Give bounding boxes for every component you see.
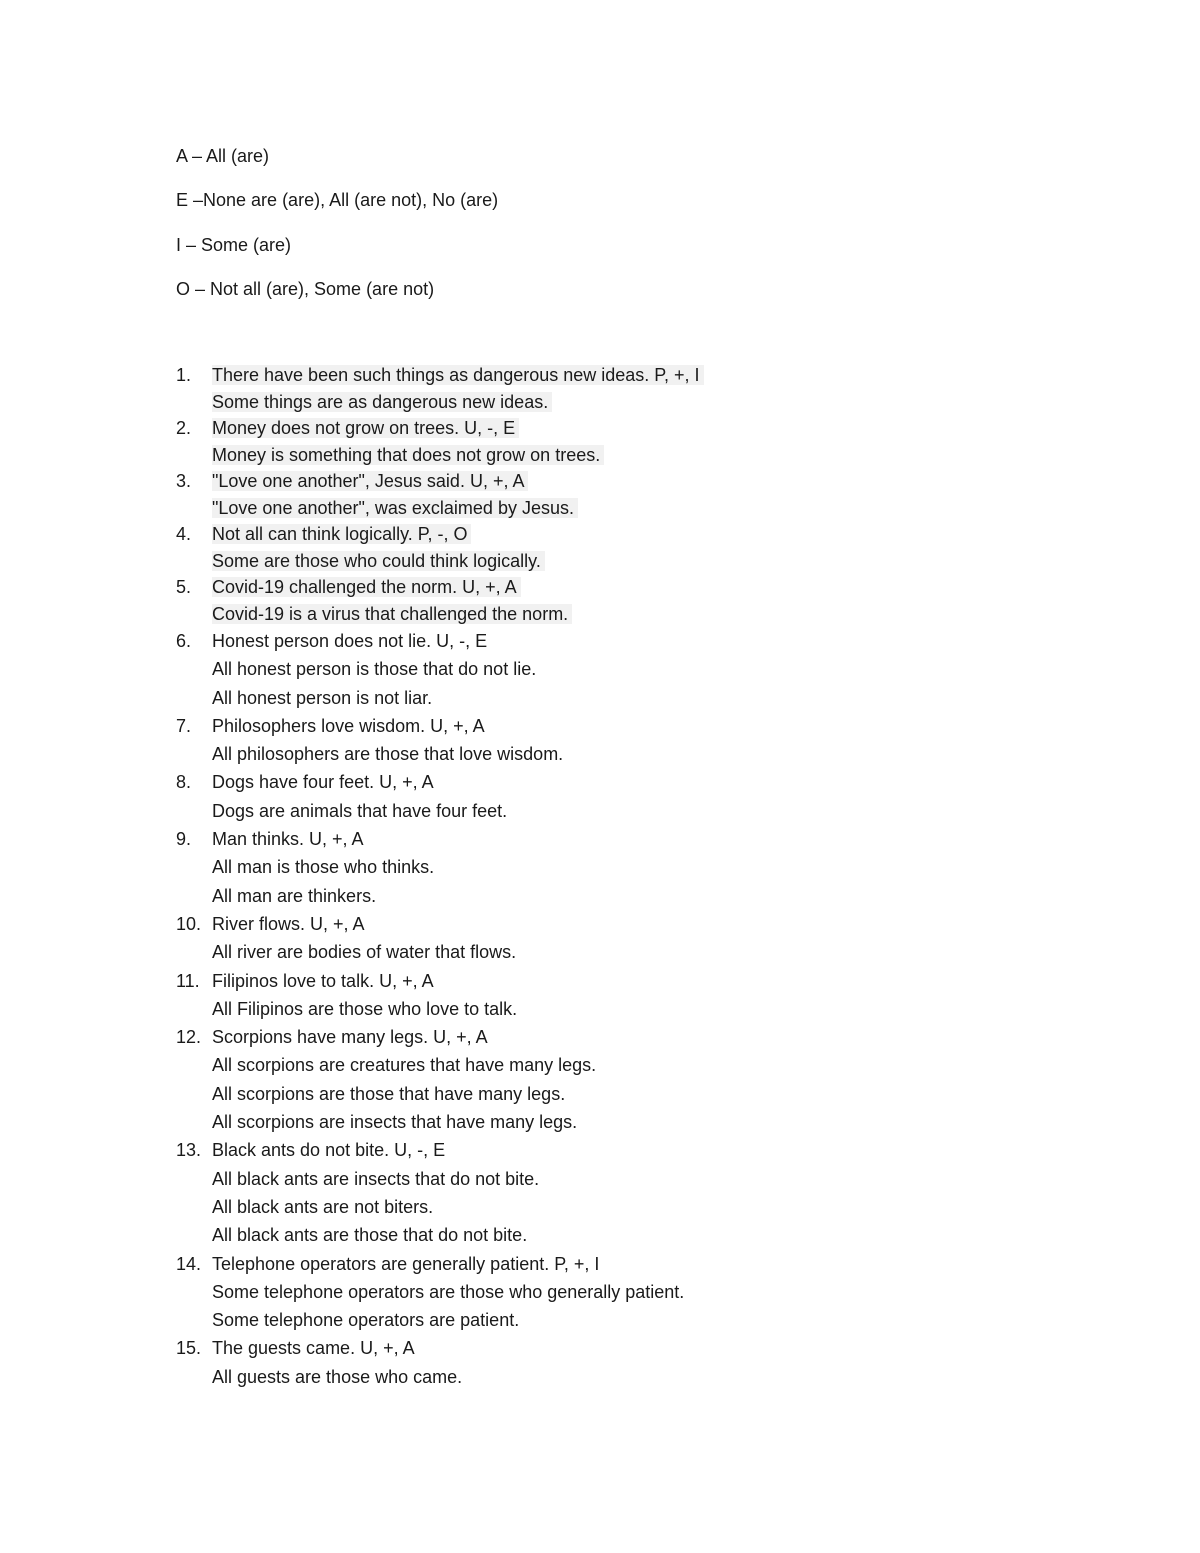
legend-i: I – Some (are) (176, 234, 292, 255)
item-statement: Philosophers love wisdom. U, +, A (212, 715, 485, 736)
item-answer: All river are bodies of water that flows. (212, 942, 517, 963)
item-answer: "Love one another", was exclaimed by Jesus. (212, 498, 578, 518)
legend-o: O – Not all (are), Some (are not) (176, 278, 435, 299)
item-statement: There have been such things as dangerous new ideas. P, +, I (212, 365, 704, 385)
item-statement: Not all can think logically. P, -, O (212, 524, 471, 544)
list-item-12 (176, 1023, 876, 1136)
item-statement: Covid-19 challenged the norm. U, +, A (212, 577, 521, 597)
list-item-3 (176, 468, 876, 521)
item-answer: Some telephone operators are those who generally patient. (212, 1281, 685, 1302)
item-answer: Some are those who could think logically. (212, 551, 545, 571)
item-statement: Man thinks. U, +, A (212, 829, 364, 850)
item-statement: Telephone operators are generally patient. P, +, I (212, 1253, 600, 1274)
item-number: 8. (176, 772, 192, 793)
item-number: 10. (176, 913, 202, 934)
item-answer: Dogs are animals that have four feet. (212, 800, 508, 821)
item-number: 15. (176, 1338, 202, 1359)
item-statement: Black ants do not bite. U, -, E (212, 1140, 446, 1161)
item-statement: The guests came. U, +, A (212, 1338, 415, 1359)
item-answer: All scorpions are creatures that have many legs. (212, 1055, 597, 1076)
item-answer: All philosophers are those that love wisdom. (212, 744, 564, 765)
item-number: 1. (176, 365, 192, 385)
list-item-13 (176, 1136, 876, 1249)
item-number: 6. (176, 631, 192, 651)
item-number: 12. (176, 1027, 202, 1048)
list-item-14 (176, 1250, 876, 1335)
legend-a: A – All (are) (176, 146, 270, 166)
list-item-8 (176, 768, 876, 825)
list-item-4 (176, 521, 876, 574)
list-item-15 (176, 1334, 876, 1391)
item-answer: All black ants are insects that do not bite. (212, 1168, 540, 1189)
item-number: 13. (176, 1140, 202, 1161)
item-answer: Money is something that does not grow on trees. (212, 445, 604, 465)
legend-e: E –None are (are), All (are not), No (are) (176, 190, 499, 211)
item-number: 14. (176, 1253, 202, 1274)
item-statement: "Love one another", Jesus said. U, +, A (212, 471, 528, 491)
list-item-9 (176, 825, 876, 910)
item-statement: Honest person does not lie. U, -, E (212, 631, 488, 651)
item-answer: All honest person is not liar. (212, 687, 433, 708)
item-statement: River flows. U, +, A (212, 913, 365, 934)
list-item-5 (176, 574, 876, 627)
item-answer: Covid-19 is a virus that challenged the norm. (212, 604, 572, 624)
item-answer: All scorpions are those that have many legs. (212, 1083, 566, 1104)
list-item-10 (176, 910, 876, 967)
item-statement: Filipinos love to talk. U, +, A (212, 970, 434, 991)
item-answer: Some telephone operators are patient. (212, 1310, 520, 1331)
item-statement: Dogs have four feet. U, +, A (212, 772, 434, 793)
list-item-11 (176, 967, 876, 1024)
item-number: 9. (176, 829, 192, 850)
item-answer: All man are thinkers. (212, 885, 377, 906)
item-number: 2. (176, 418, 192, 438)
item-number: 11. (176, 970, 200, 991)
exercise-group-highlighted (176, 362, 876, 627)
item-statement: Money does not grow on trees. U, -, E (212, 418, 519, 438)
item-answer: All black ants are those that do not bite. (212, 1225, 528, 1246)
proposition-legend (176, 143, 498, 320)
item-number: 7. (176, 715, 192, 736)
item-answer: All Filipinos are those who love to talk. (212, 998, 518, 1019)
item-number: 4. (176, 524, 192, 544)
list-item-7 (176, 712, 876, 769)
item-answer: All man is those who thinks. (212, 857, 435, 878)
list-item-1 (176, 362, 876, 415)
exercise-group-plain (176, 627, 876, 1391)
item-answer: All scorpions are insects that have many legs. (212, 1112, 578, 1133)
item-number: 3. (176, 471, 192, 491)
list-item-6 (176, 627, 876, 712)
item-answer: Some things are as dangerous new ideas. (212, 392, 552, 412)
item-number: 5. (176, 577, 192, 597)
exercise-list (176, 362, 876, 1391)
item-answer: All black ants are not biters. (212, 1196, 434, 1217)
item-answer: All guests are those who came. (212, 1366, 463, 1387)
item-answer: All honest person is those that do not lie. (212, 659, 537, 680)
list-item-2 (176, 415, 876, 468)
item-statement: Scorpions have many legs. U, +, A (212, 1027, 488, 1048)
